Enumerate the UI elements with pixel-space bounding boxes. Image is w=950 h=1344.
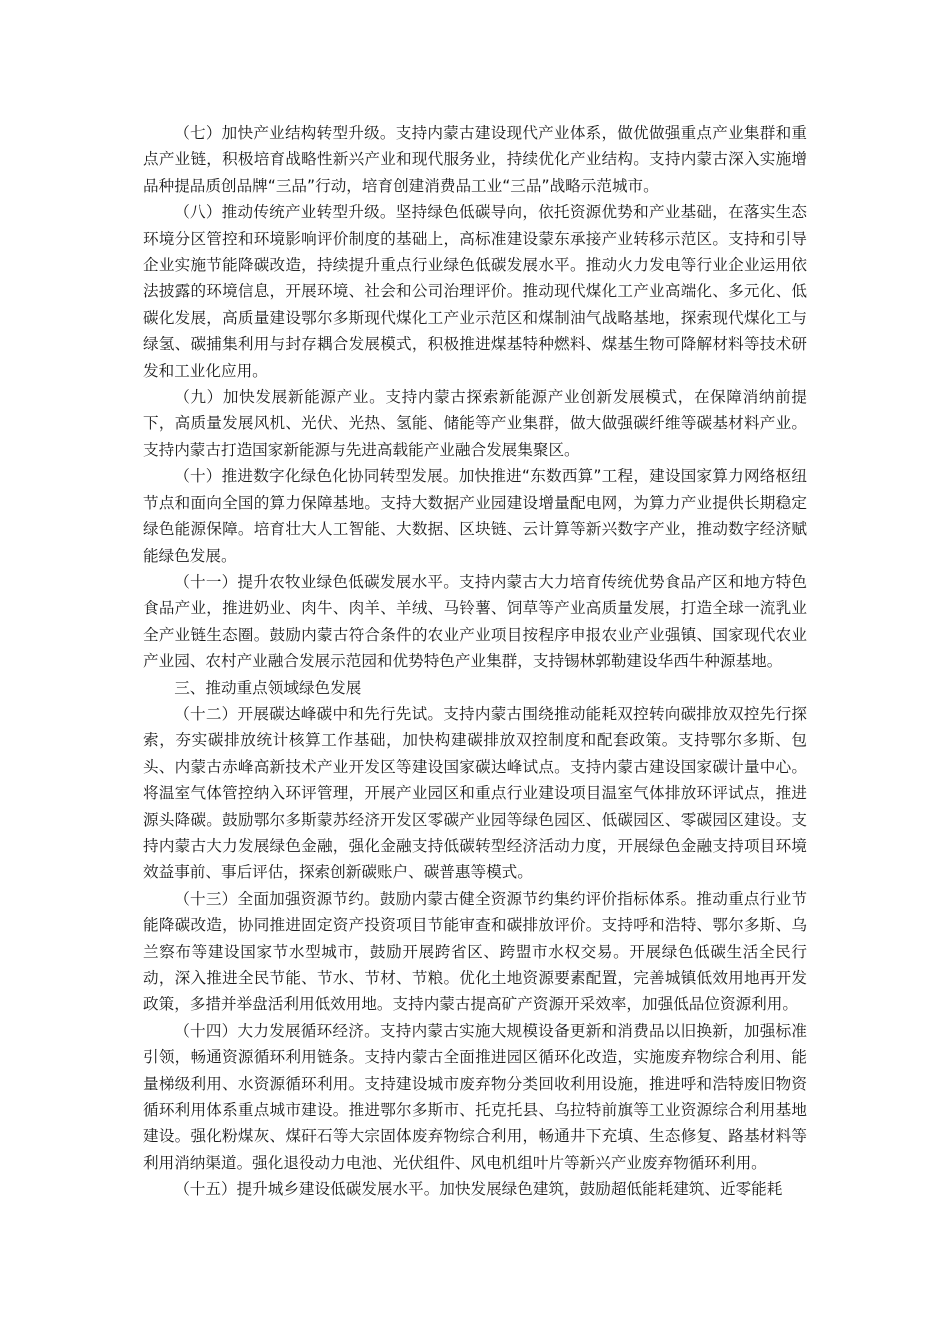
- paragraph-12: （十二）开展碳达峰碳中和先行先试。支持内蒙古围绕推动能耗双控转向碳排放双控先行探索，夯实碳排放统计核算工作基础，加快构建碳排放双控制度和配套政策。支持鄂尔多斯、包头、内蒙古赤峰高新技术产业开发区等建设国家碳达峰试点。支持内蒙古建设国家碳计量中心。将温室气体管控纳入环评管理，开展产业园区和重点行业建设项目温室气体排放环评试点，推进源头降碳。鼓励鄂尔多斯蒙苏经济开发区零碳产业园等绿色园区、低碳园区、零碳园区建设。支持内蒙古大力发展绿色金融，强化金融支持低碳转型经济活动力度，开展绿色金融支持项目环境效益事前、事后评估，探索创新碳账户、碳普惠等模式。: [143, 704, 807, 882]
- paragraph-8: （八）推动传统产业转型升级。坚持绿色低碳导向，依托资源优势和产业基础，在落实生态环境分区管控和环境影响评价制度的基础上，高标准建设蒙东承接产业转移示范区。支持和引导企业实施节能降碳改造，持续提升重点行业绿色低碳发展水平。推动火力发电等行业企业运用依法披露的环境信息，开展环境、社会和公司治理评价。推动现代煤化工产业高端化、多元化、低碳化发展，高质量建设鄂尔多斯现代煤化工产业示范区和煤制油气战略基地，探索现代煤化工与绿氢、碳捕集利用与封存耦合发展模式，积极推进煤基特种燃料、煤基生物可降解材料等技术研发和工业化应用。: [143, 203, 807, 380]
- section-heading-3: 三、推动重点领域绿色发展: [174, 678, 362, 697]
- paragraph-15: （十五）提升城乡建设低碳发展水平。加快发展绿色建筑，鼓励超低能耗建筑、近零能耗: [174, 1180, 783, 1199]
- paragraph-10: （十）推进数字化绿色化协同转型发展。加快推进“东数西算”工程，建设国家算力网络枢纽节点和面向全国的算力保障基地。支持大数据产业园建设增量配电网，为算力产业提供长期稳定绿色能源保障。培育壮大人工智能、大数据、区块链、云计算等新兴数字产业，推动数字经济赋能绿色发展。: [143, 467, 807, 565]
- paragraph-14: （十四）大力发展循环经济。支持内蒙古实施大规模设备更新和消费品以旧换新，加强标准引领，畅通资源循环利用链条。支持内蒙古全面推进园区循环化改造，实施废弃物综合利用、能量梯级利用、水资源循环利用。支持建设城市废弃物分类回收利用设施，推进呼和浩特废旧物资循环利用体系重点城市建设。推进鄂尔多斯市、托克托县、乌拉特前旗等工业资源综合利用基地建设。强化粉煤灰、煤矸石等大宗固体废弃物综合利用，畅通井下充填、生态修复、路基材料等利用消纳渠道。强化退役动力电池、光伏组件、风电机组叶片等新兴产业废弃物循环利用。: [143, 1021, 807, 1172]
- document-body: [143, 120, 807, 1203]
- paragraph-7: （七）加快产业结构转型升级。支持内蒙古建设现代产业体系，做优做强重点产业集群和重点产业链，积极培育战略性新兴产业和现代服务业，持续优化产业结构。支持内蒙古深入实施增品种提品质创品牌“三品”行动，培育创建消费品工业“三品”战略示范城市。: [143, 124, 807, 195]
- paragraph-11: （十一）提升农牧业绿色低碳发展水平。支持内蒙古大力培育传统优势食品产区和地方特色食品产业，推进奶业、肉牛、肉羊、羊绒、马铃薯、饲草等产业高质量发展，打造全球一流乳业全产业链生态圈。鼓励内蒙古符合条件的农业产业项目按程序申报农业产业强镇、国家现代农业产业园、农村产业融合发展示范园和优势特色产业集群，支持锡林郭勒建设华西牛种源基地。: [143, 572, 807, 671]
- paragraph-13: （十三）全面加强资源节约。鼓励内蒙古健全资源节约集约评价指标体系。推动重点行业节能降碳改造，协同推进固定资产投资项目节能审查和碳排放评价。支持呼和浩特、鄂尔多斯、乌兰察布等建设国家节水型城市，鼓励开展跨省区、跨盟市水权交易。开展绿色低碳生活全民行动，深入推进全民节能、节水、节材、节粮。优化土地资源要素配置，完善城镇低效用地再开发政策，多措并举盘活利用低效用地。支持内蒙古提高矿产资源开采效率，加强低品位资源利用。: [143, 889, 807, 1014]
- paragraph-9: （九）加快发展新能源产业。支持内蒙古探索新能源产业创新发展模式，在保障消纳前提下，高质量发展风机、光伏、光热、氢能、储能等产业集群，做大做强碳纤维等碳基材料产业。支持内蒙古打造国家新能源与先进高载能产业融合发展集聚区。: [143, 388, 807, 459]
